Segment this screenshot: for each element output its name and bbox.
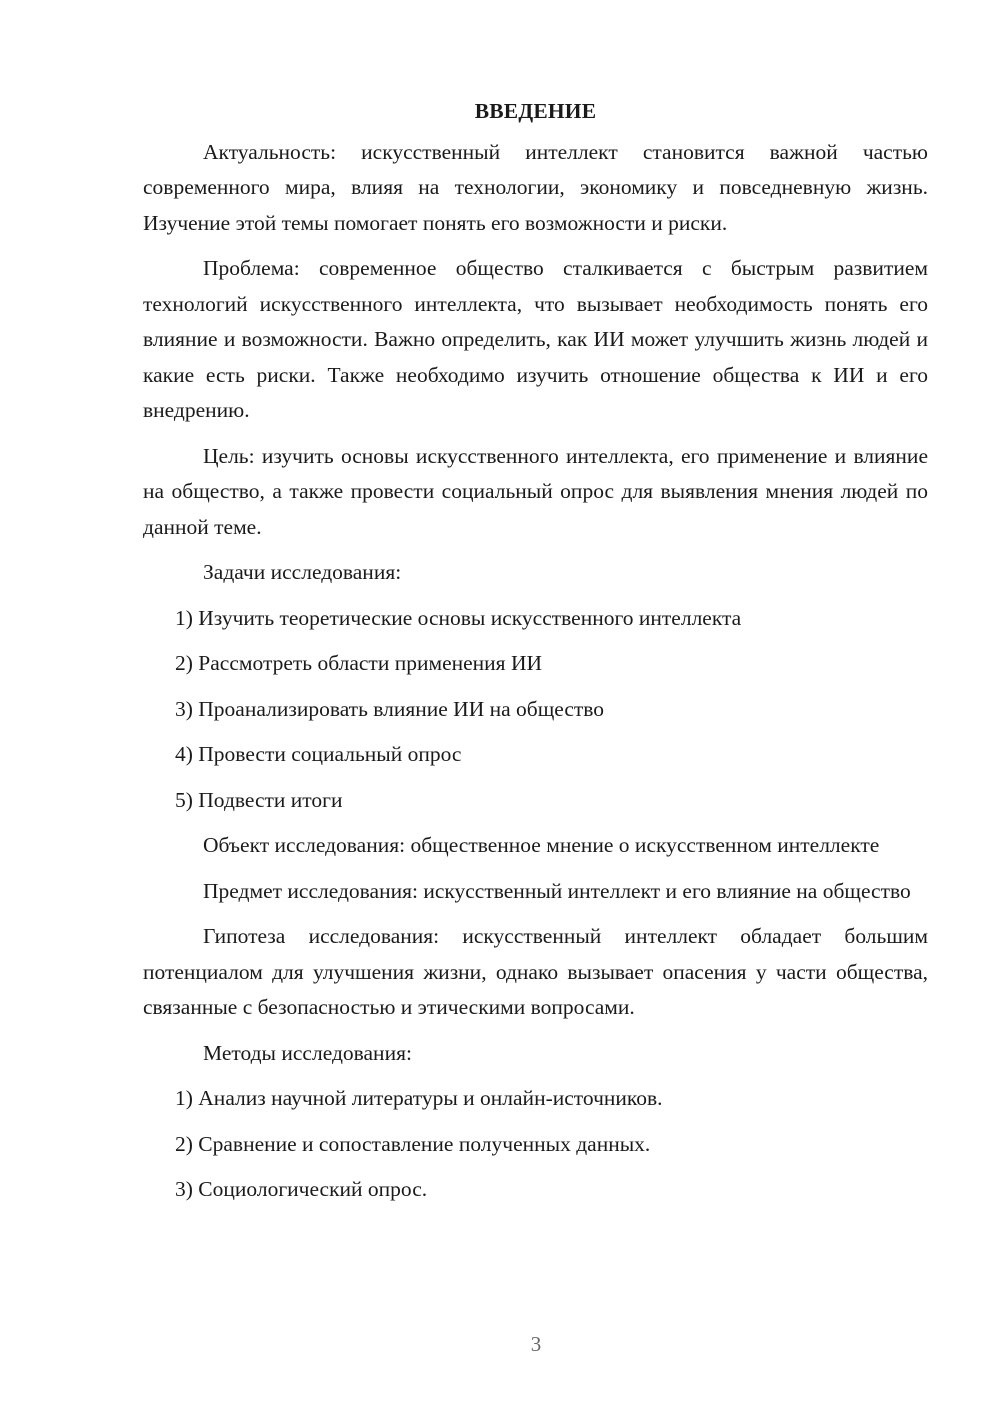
- list-item: 1) Изучить теоретические основы искусственного интеллекта: [175, 605, 742, 630]
- tasks-list: [143, 601, 928, 819]
- list-item: 2) Сравнение и сопоставление полученных данных.: [175, 1131, 651, 1156]
- list-item: 1) Анализ научной литературы и онлайн-источников.: [175, 1086, 663, 1110]
- page-title: ВВЕДЕНИЕ: [474, 99, 597, 123]
- list-item: 5) Подвести итоги: [175, 787, 343, 812]
- list-item: 4) Провести социальный опрос: [175, 742, 462, 766]
- document-page: [143, 94, 928, 1218]
- relevance-paragraph: Актуальность: искусственный интеллект становится важной частью современного мира, влияя на технологии, экономику и повседневную жизнь. Изучение этой темы помогает понять его возможности и риски.: [143, 139, 928, 235]
- hypothesis-paragraph: Гипотеза исследования: искусственный интеллект обладает большим потенциалом для улучшения жизни, однако вызывает опасения у части общества, связанные с безопасностью и этическими вопросами.: [143, 924, 928, 1019]
- tasks-heading: Задачи исследования:: [203, 560, 402, 584]
- list-item: 3) Социологический опрос.: [175, 1177, 428, 1201]
- list-item: 3) Проанализировать влияние ИИ на общество: [175, 696, 605, 721]
- list-item: 2) Рассмотреть области применения ИИ: [175, 651, 543, 675]
- methods-list: [143, 1081, 928, 1208]
- page-number: 3: [530, 1332, 542, 1356]
- subject-paragraph: Предмет исследования: искусственный интеллект и его влияние на общество: [203, 878, 911, 903]
- goal-paragraph: Цель: изучить основы искусственного интеллекта, его применение и влияние на общество, а также провести социальный опрос для выявления мнения людей по данной теме.: [143, 443, 928, 539]
- methods-heading: Методы исследования:: [203, 1040, 412, 1065]
- problem-paragraph: Проблема: современное общество сталкивается с быстрым развитием технологий искусственного интеллекта, что вызывает необходимость понять его влияние и возможности. Важно определить, как ИИ может улучшить жизнь людей и какие есть риски. Также необходимо изучить отношение общества к ИИ и его внедрению.: [143, 256, 928, 422]
- object-paragraph: Объект исследования: общественное мнение о искусственном интеллекте: [203, 833, 880, 857]
